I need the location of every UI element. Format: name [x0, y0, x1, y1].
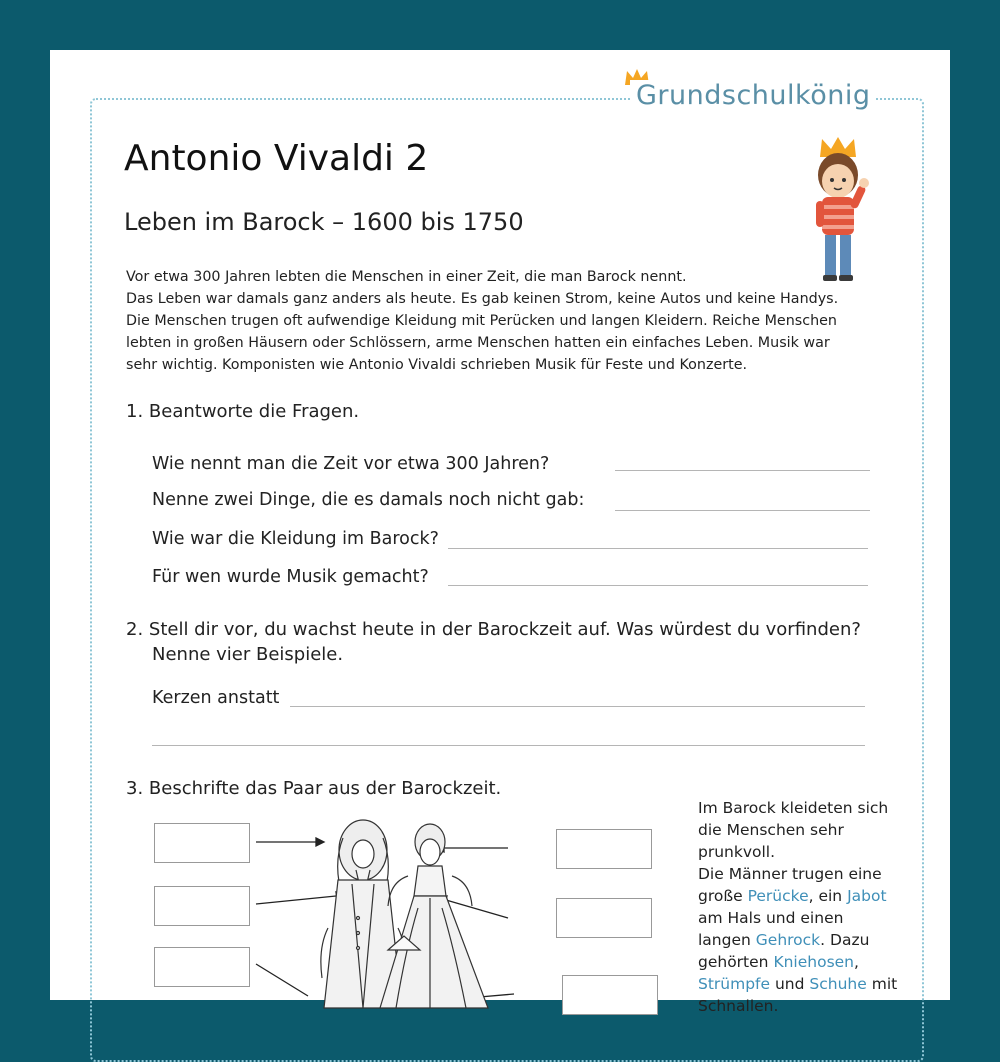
answer-line-3[interactable]	[448, 548, 868, 549]
intro-line: sehr wichtig. Komponisten wie Antonio Vivaldi schrieben Musik für Feste und Konzerte.	[126, 357, 748, 373]
task2-subheading: Nenne vier Beispiele.	[152, 644, 344, 665]
intro-line: Das Leben war damals ganz anders als heute. Es gab keinen Strom, keine Autos und keine Handys.	[126, 291, 839, 307]
answer-line-1[interactable]	[615, 470, 870, 471]
label-box-left-1[interactable]	[154, 823, 250, 863]
keyword-gehrock: Gehrock	[755, 931, 821, 949]
intro-line: Vor etwa 300 Jahren lebten die Menschen in einer Zeit, die man Barock nennt.	[126, 269, 687, 285]
baroque-couple-illustration	[268, 818, 568, 1008]
task1-question-2: Nenne zwei Dinge, die es damals noch nicht gab:	[152, 490, 585, 510]
brand-logo: Grundschulkönig	[630, 80, 876, 111]
keyword-perucke: Perücke	[747, 887, 809, 905]
page-subtitle: Leben im Barock – 1600 bis 1750	[124, 208, 524, 236]
task1-question-4: Für wen wurde Musik gemacht?	[152, 567, 429, 587]
info-text	[698, 797, 898, 1017]
label-box-left-2[interactable]	[154, 886, 250, 926]
info-text-6: ,	[854, 953, 859, 971]
answer-line-6[interactable]	[152, 745, 865, 746]
answer-line-4[interactable]	[448, 585, 868, 586]
intro-text	[126, 266, 866, 376]
page-title: Antonio Vivaldi 2	[124, 138, 429, 179]
keyword-jabot: Jabot	[847, 887, 887, 905]
intro-line: lebten in großen Häusern oder Schlössern, arme Menschen hatten ein einfaches Leben. Musik war	[126, 335, 830, 351]
label-box-right-2[interactable]	[556, 898, 652, 938]
task2-heading: 2. Stell dir vor, du wachst heute in der Barockzeit auf. Was würdest du vorfinden?	[126, 619, 861, 640]
task1-heading: 1. Beantworte die Fragen.	[126, 401, 360, 422]
label-box-right-3[interactable]	[562, 975, 658, 1015]
answer-line-5[interactable]	[290, 706, 865, 707]
keyword-schuhe: Schuhe	[809, 975, 867, 993]
info-text-4: am Hals und einen langen	[698, 909, 844, 949]
keyword-strumpfe: Strümpfe	[698, 975, 771, 993]
info-text-7: und	[774, 975, 805, 993]
label-box-right-1[interactable]	[556, 829, 652, 869]
task3-heading: 3. Beschrifte das Paar aus der Barockzeit.	[126, 778, 502, 799]
info-text-5: . Dazu gehörten	[698, 931, 870, 971]
intro-line: Die Menschen trugen oft aufwendige Kleidung mit Perücken und langen Kleidern. Reiche Menschen	[126, 313, 837, 329]
worksheet	[50, 50, 950, 1015]
task1-question-1: Wie nennt man die Zeit vor etwa 300 Jahren?	[152, 454, 550, 474]
info-text-3: , ein	[808, 887, 843, 905]
info-text-8: mit Schnallen.	[698, 975, 898, 1015]
task1-question-3: Wie war die Kleidung im Barock?	[152, 529, 439, 549]
keyword-kniehosen: Kniehosen	[773, 953, 855, 971]
info-text-1: Im Barock kleideten sich die Menschen sehr prunkvoll.	[698, 799, 889, 861]
task2-example: Kerzen anstatt	[152, 688, 280, 708]
answer-line-2[interactable]	[615, 510, 870, 511]
label-box-left-3[interactable]	[154, 947, 250, 987]
info-text-2: Die Männer trugen eine große	[698, 865, 882, 905]
boy-mascot-icon	[798, 135, 878, 285]
